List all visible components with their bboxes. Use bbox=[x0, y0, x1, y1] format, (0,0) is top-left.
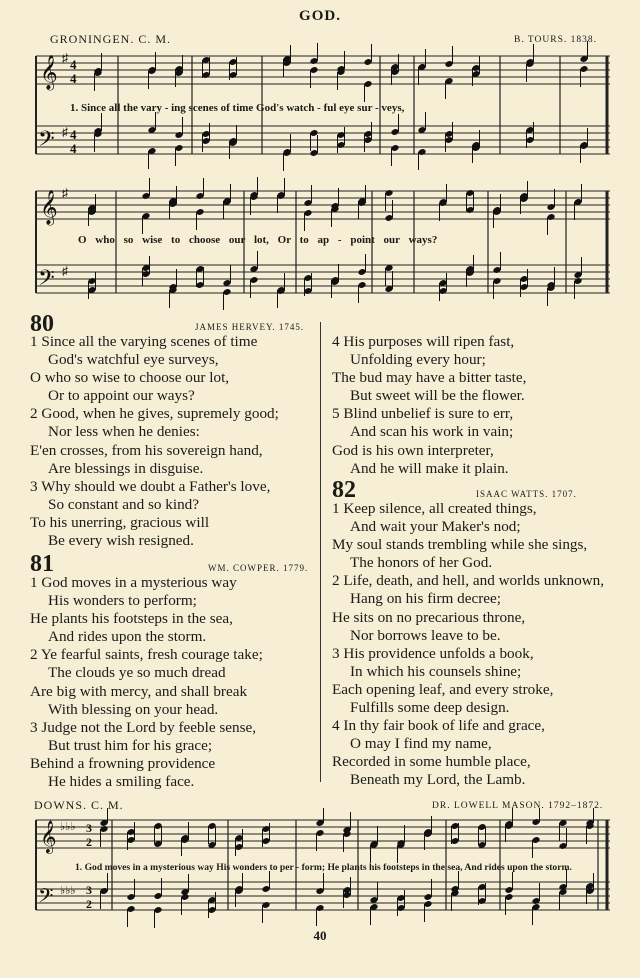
lyrics-top-1: 1. Since all the vary - ing scenes of time God's watch - ful eye sur - veys, bbox=[70, 102, 405, 114]
time-sig-top: 4 bbox=[70, 71, 77, 86]
verse-line: Are blessings in disguise. bbox=[48, 459, 204, 477]
tune-name-top: GRONINGEN. C. M. bbox=[50, 32, 171, 46]
verse-line: But trust him for his grace; bbox=[48, 736, 213, 754]
verse-line: God's watchful eye surveys, bbox=[48, 351, 219, 369]
page-number: 40 bbox=[313, 928, 327, 943]
verse-line: 1 God moves in a mysterious way bbox=[30, 574, 237, 591]
tune-composer-bottom: DR. LOWELL MASON. 1792–1872. bbox=[432, 801, 604, 811]
verse-line: Be every wish resigned. bbox=[48, 532, 194, 550]
bass-clef-icon: 𝄢 bbox=[38, 127, 55, 157]
lyrics-bottom: 1. God moves in a mysterious way His wonders to per - form; He plants his footsteps in the sea, And rides upon the storm. bbox=[75, 862, 572, 873]
verse-line: O who so wise to choose our lot, bbox=[30, 369, 230, 387]
verse-line: 3 Judge not the Lord by feeble sense, bbox=[30, 718, 257, 736]
verse-line: To his unerring, gracious will bbox=[30, 513, 210, 531]
hymn-81-continued bbox=[332, 333, 526, 478]
verse-line: Fulfills some deep design. bbox=[350, 699, 510, 717]
verse-line: Hang on his firm decree; bbox=[350, 590, 501, 608]
verse-line: He plants his footsteps in the sea, bbox=[30, 610, 233, 628]
svg-text:2: 2 bbox=[86, 897, 92, 911]
verse-line: Unfolding every hour; bbox=[350, 351, 486, 369]
hymn-author-80: JAMES HERVEY. 1745. bbox=[195, 322, 305, 332]
verse-line: Beneath my Lord, the Lamb. bbox=[350, 771, 526, 789]
verse-line: Each opening leaf, and every stroke, bbox=[332, 680, 554, 698]
hymn-number-80: 80 bbox=[30, 311, 54, 337]
verse-line: God is his own interpreter, bbox=[332, 441, 494, 459]
verse-line: 5 Blind unbelief is sure to err, bbox=[332, 405, 514, 423]
verse-line: 4 In thy fair book of life and grace, bbox=[332, 717, 545, 735]
verse-line: And rides upon the storm. bbox=[48, 628, 207, 646]
verse-line: But sweet will be the flower. bbox=[350, 387, 525, 405]
verse-line: Recorded in some humble place, bbox=[332, 753, 531, 771]
tune-composer-top: B. TOURS. 1838. bbox=[514, 35, 598, 45]
verse-line: And wait your Maker's nod; bbox=[350, 518, 521, 536]
verse-line: Are big with mercy, and shall break bbox=[30, 682, 248, 700]
verse-line: The bud may have a bitter taste, bbox=[332, 369, 527, 387]
time-sig-bass: 4 bbox=[70, 141, 77, 156]
staff-treble-1 bbox=[36, 56, 610, 84]
verse-line: My soul stands trembling while she sings, bbox=[332, 536, 588, 554]
treble-clef-icon: 𝄞 bbox=[40, 190, 58, 225]
lyrics-top-2: O who so wise to choose our lot, Or to ap - point our ways? bbox=[78, 234, 438, 246]
verse-line: E'en crosses, from his sovereign hand, bbox=[30, 441, 263, 459]
verse-line: In which his counsels shine; bbox=[350, 662, 522, 680]
verse-line: 1 Keep silence, all created things, bbox=[332, 500, 537, 517]
bass-clef-icon: 𝄢 bbox=[38, 884, 54, 912]
verse-line: 3 His providence unfolds a book, bbox=[332, 644, 534, 662]
sharp-icon: ♯ bbox=[62, 125, 68, 139]
svg-text:3: 3 bbox=[86, 821, 92, 835]
verse-line: 3 Why should we doubt a Father's love, bbox=[30, 477, 271, 495]
hymn-author-82: ISAAC WATTS. 1707. bbox=[476, 489, 577, 499]
verse-line: His wonders to perform; bbox=[48, 592, 197, 610]
staff-bass-1 bbox=[36, 126, 610, 154]
hymn-number-81: 81 bbox=[30, 551, 54, 577]
hymn-81-text bbox=[30, 574, 263, 791]
verse-line: So constant and so kind? bbox=[48, 495, 200, 513]
verse-line: With blessing on your head. bbox=[48, 700, 219, 718]
sharp-icon: ♯ bbox=[62, 264, 68, 278]
time-sig-bass: 4 bbox=[70, 127, 77, 142]
verse-line: 1 Since all the varying scenes of time bbox=[30, 333, 258, 350]
tune-name-bottom: DOWNS. C. M. bbox=[34, 798, 124, 812]
flat-icon: ♭♭♭ bbox=[60, 885, 76, 897]
verse-line: Or to appoint our ways? bbox=[48, 387, 195, 405]
verse-line: The clouds ye so much dread bbox=[48, 664, 226, 682]
sharp-icon: ♯ bbox=[62, 51, 68, 65]
sharp-icon: ♯ bbox=[62, 186, 68, 200]
verse-line: Nor less when he denies: bbox=[48, 423, 200, 441]
verse-line: 2 Good, when he gives, supremely good; bbox=[30, 405, 279, 423]
verse-line: Nor borrows leave to be. bbox=[350, 626, 501, 644]
treble-clef-icon: 𝄞 bbox=[40, 820, 57, 853]
hymn-82-text bbox=[332, 500, 604, 790]
column-divider bbox=[320, 322, 321, 782]
bass-clef-icon: 𝄢 bbox=[38, 266, 55, 296]
verse-line: And scan his work in vain; bbox=[350, 423, 514, 441]
verse-line: And he will make it plain. bbox=[350, 459, 509, 477]
svg-text:2: 2 bbox=[86, 835, 92, 849]
verse-line: Behind a frowning providence bbox=[30, 754, 216, 772]
time-sig-top: 4 bbox=[70, 57, 77, 72]
verse-line: O may I find my name, bbox=[350, 735, 492, 753]
verse-line: 2 Life, death, and hell, and worlds unknown, bbox=[332, 572, 605, 590]
hymn-author-81: WM. COWPER. 1779. bbox=[208, 563, 309, 573]
verse-line: He hides a smiling face. bbox=[48, 773, 195, 791]
hymn-80-text bbox=[30, 333, 279, 550]
page-header: GOD. bbox=[299, 8, 341, 24]
verse-line: The honors of her God. bbox=[350, 554, 493, 572]
verse-line: 4 His purposes will ripen fast, bbox=[332, 333, 515, 350]
verse-line: He sits on no precarious throne, bbox=[332, 608, 526, 626]
treble-clef-icon: 𝄞 bbox=[40, 55, 58, 90]
flat-icon: ♭♭♭ bbox=[60, 821, 76, 833]
svg-text:3: 3 bbox=[86, 883, 92, 897]
hymn-number-82: 82 bbox=[332, 477, 356, 503]
verse-line: 2 Ye fearful saints, fresh courage take; bbox=[30, 646, 263, 664]
music-system-2 bbox=[0, 175, 640, 325]
